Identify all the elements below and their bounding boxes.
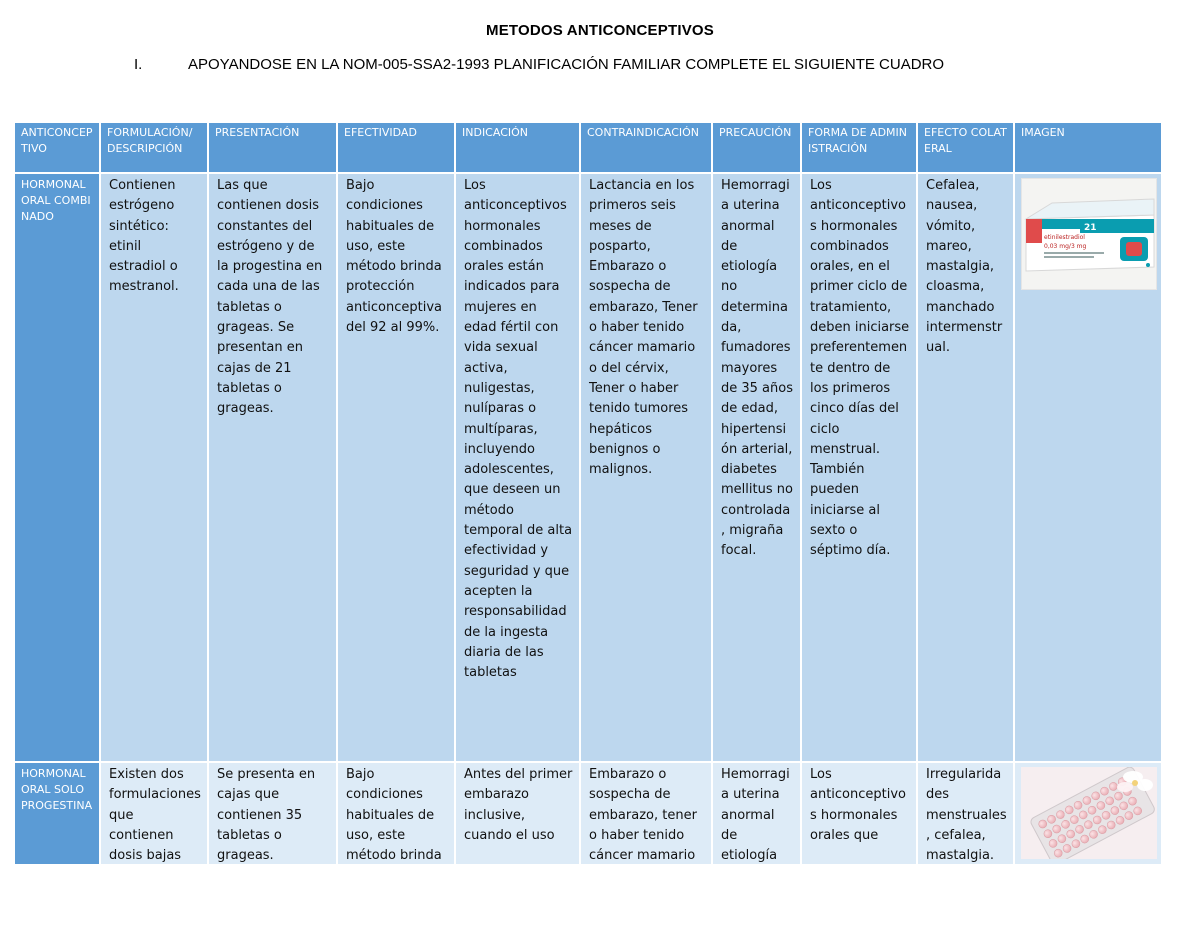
pill-box-dose: 0,03 mg/3 mg	[1044, 243, 1087, 250]
cell-administracion: Los anticonceptivos hormonales combinados orales, en el primer ciclo de tratamiento, deben iniciarse preferentemente dentro de los primeros cinco días del ciclo menstrual. También pueden iniciarse al sexto o séptimo día.	[801, 173, 917, 762]
cell-efectividad: Bajo condiciones habituales de uso, este método brinda	[337, 762, 455, 864]
page-title: METODOS ANTICONCEPTIVOS	[486, 22, 714, 39]
cell-contraindicacion: Embarazo o sospecha de embarazo, tener o haber tenido cáncer mamario	[580, 762, 712, 864]
col-header-indicacion: INDICACIÓN	[455, 122, 580, 173]
table-row	[14, 173, 1161, 762]
pill-box-drug: etinilestradiol	[1044, 234, 1085, 241]
col-header-precaucion: PRECAUCIÓN	[712, 122, 801, 173]
col-header-presentacion: PRESENTACIÓN	[208, 122, 337, 173]
row-head-anticonceptivo: HORMONAL ORAL COMBINADO	[14, 173, 100, 762]
col-header-anticonceptivo: ANTICONCEPTIVO	[14, 122, 100, 173]
pill-box-number: 21	[1084, 223, 1097, 233]
col-header-administracion: FORMA DE ADMINISTRACIÓN	[801, 122, 917, 173]
cell-precaucion: Hemorragia uterina anormal de etiología	[712, 762, 801, 864]
col-header-formulacion: FORMULACIÓN/ DESCRIPCIÓN	[100, 122, 208, 173]
cell-efecto: Irregularidades menstruales, cefalea, mastalgia.	[917, 762, 1014, 864]
cell-administracion: Los anticonceptivos hormonales orales que	[801, 762, 917, 864]
contraceptive-table	[13, 121, 1161, 864]
cell-imagen	[1014, 173, 1161, 762]
header-row	[14, 122, 1161, 173]
table-row	[14, 762, 1161, 864]
cell-indicacion: Los anticonceptivos hormonales combinados orales están indicados para mujeres en edad fértil con vida sexual activa, nuligestas, nulíparas o multíparas, incluyendo adolescentes, que deseen un método temporal de alta efectividad y seguridad y que acepten la responsabilidad de la ingesta diaria de las tabletas	[455, 173, 580, 762]
pill-box-illustration	[1022, 179, 1157, 290]
cell-precaucion: Hemorragia uterina anormal de etiología no determinada, fumadores mayores de 35 años de edad, hipertensión arterial, diabetes mellitus no controlada, migraña focal.	[712, 173, 801, 762]
row-head-anticonceptivo: HORMONAL ORAL SOLO PROGESTINA	[14, 762, 100, 864]
cell-indicacion: Antes del primer embarazo inclusive, cuando el uso	[455, 762, 580, 864]
pill-blister-illustration	[1021, 767, 1157, 859]
pill-box-image	[1021, 178, 1157, 290]
pill-blister-image	[1021, 767, 1157, 859]
col-header-efecto: EFECTO COLATERAL	[917, 122, 1014, 173]
cell-efecto: Cefalea, nausea, vómito, mareo, mastalgia, cloasma, manchado intermenstrual.	[917, 173, 1014, 762]
col-header-efectividad: EFECTIVIDAD	[337, 122, 455, 173]
cell-presentacion: Se presenta en cajas que contienen 35 tabletas o grageas.	[208, 762, 337, 864]
instruction-line	[134, 56, 944, 73]
col-header-contraindicacion: CONTRAINDICACIÓN	[580, 122, 712, 173]
cell-formulacion: Existen dos formulaciones que contienen dosis bajas	[100, 762, 208, 864]
cell-contraindicacion: Lactancia en los primeros seis meses de posparto, Embarazo o sospecha de embarazo, Tener o haber tenido cáncer mamario o del cérvix, Tener o haber tenido tumores hepáticos benignos o malignos.	[580, 173, 712, 762]
cell-imagen	[1014, 762, 1161, 864]
col-header-imagen: IMAGEN	[1014, 122, 1161, 173]
cell-formulacion: Contienen estrógeno sintético: etinil estradiol o mestranol.	[100, 173, 208, 762]
instruction-text: APOYANDOSE EN LA NOM-005-SSA2-1993 PLANIFICACIÓN FAMILIAR COMPLETE EL SIGUIENTE CUADRO	[188, 56, 945, 73]
instruction-number: I.	[134, 56, 143, 73]
cell-efectividad: Bajo condiciones habituales de uso, este método brinda protección anticonceptiva del 92 al 99%.	[337, 173, 455, 762]
cell-presentacion: Las que contienen dosis constantes del estrógeno y de la progestina en cada una de las tabletas o grageas. Se presentan en cajas de 21 tabletas o grageas.	[208, 173, 337, 762]
